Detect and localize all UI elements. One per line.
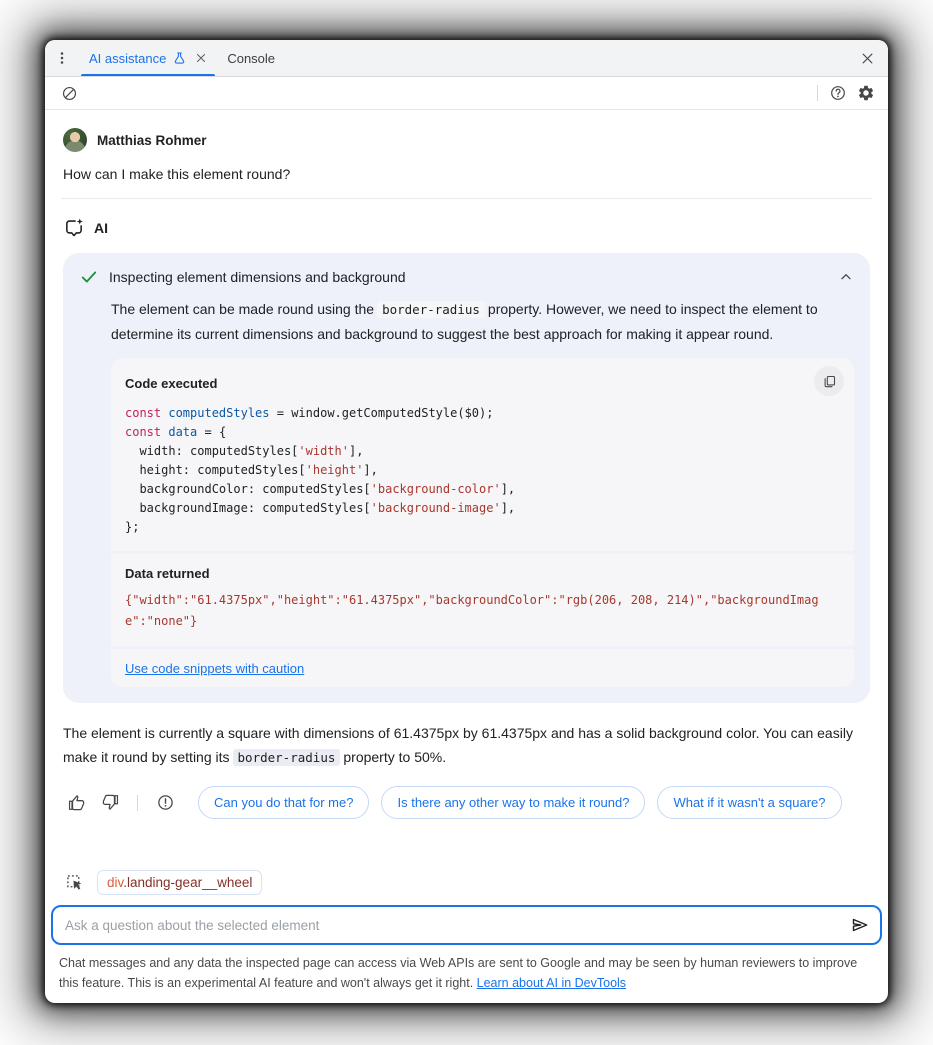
toolbar xyxy=(45,77,888,110)
user-name: Matthias Rohmer xyxy=(97,132,207,148)
thumbs-up-button[interactable] xyxy=(63,790,89,816)
inspect-element-button[interactable] xyxy=(63,871,87,895)
step-paragraph-pre: The element can be made round using the xyxy=(111,301,375,317)
kebab-menu-icon xyxy=(54,50,70,66)
chat-input[interactable] xyxy=(51,905,882,945)
help-icon xyxy=(829,84,847,102)
suggestion-chips xyxy=(198,786,842,819)
close-icon xyxy=(860,51,875,66)
selected-element-row xyxy=(51,864,882,905)
code-executed-title: Code executed xyxy=(125,375,218,391)
step-body xyxy=(79,297,854,687)
inspect-element-icon xyxy=(65,873,85,893)
chevron-up-icon xyxy=(838,269,854,285)
chat-input-row xyxy=(51,905,882,945)
ai-answer-post: property to 50%. xyxy=(343,749,447,765)
footer xyxy=(45,858,888,1003)
disclaimer xyxy=(51,945,882,999)
send-button[interactable] xyxy=(844,909,876,941)
tab-close-button[interactable] xyxy=(195,52,207,64)
send-icon xyxy=(850,915,870,935)
message-divider xyxy=(61,198,872,199)
tab-ai-assistance-label: AI assistance xyxy=(89,50,167,66)
toolbar-divider xyxy=(817,85,818,101)
ai-message-header xyxy=(63,217,870,239)
code-executed-content: const computedStyles = window.getComputedStyle($0); const data = { width: computedStyles['width'], height: computedStyles['height'], backgroundColor: computedStyles['background-color'], backgroundImage: computedStyles['background-image'], }; xyxy=(125,406,516,534)
suggestion-chip[interactable]: What if it wasn't a square? xyxy=(657,786,841,819)
tab-bar xyxy=(45,40,888,77)
report-icon xyxy=(156,793,175,812)
code-executed-header xyxy=(125,370,840,396)
code-stack xyxy=(111,358,854,687)
caution-strip xyxy=(111,649,854,687)
ai-label: AI xyxy=(94,220,108,236)
tab-ai-assistance[interactable] xyxy=(79,40,217,76)
devtools-ai-panel xyxy=(45,40,888,1003)
selected-element-chip[interactable] xyxy=(97,870,262,895)
settings-button[interactable] xyxy=(852,80,880,106)
thumbs-up-icon xyxy=(67,793,86,812)
selected-element-class: .landing-gear__wheel xyxy=(123,875,253,891)
close-icon xyxy=(195,52,207,64)
thumbs-down-icon xyxy=(101,793,120,812)
step-header[interactable] xyxy=(79,267,854,287)
ai-answer xyxy=(63,721,870,770)
data-returned-title: Data returned xyxy=(125,566,210,581)
clear-chat-button[interactable] xyxy=(55,80,83,106)
inline-code-chip: border-radius xyxy=(233,749,341,766)
block-icon xyxy=(61,85,78,102)
data-returned-block xyxy=(111,554,854,646)
caution-link[interactable]: Use code snippets with caution xyxy=(125,661,305,676)
thumbs-down-button[interactable] xyxy=(97,790,123,816)
user-avatar xyxy=(63,128,87,152)
chat-area xyxy=(45,110,888,858)
rating-row xyxy=(63,786,888,819)
suggestion-chip[interactable]: Is there any other way to make it round? xyxy=(381,786,645,819)
learn-about-ai-link[interactable]: Learn about AI in DevTools xyxy=(476,975,627,990)
disclaimer-text: Chat messages and any data the inspected page can access via Web APIs are sent to Google and may be seen by human reviewers to improve this feature. This is an experimental AI feature and won't always get it right. xyxy=(59,956,858,990)
help-button[interactable] xyxy=(824,80,852,106)
inline-code-chip: border-radius xyxy=(377,301,485,318)
report-button[interactable] xyxy=(152,790,178,816)
selected-element-tag: div xyxy=(107,875,124,891)
tabbar-spacer xyxy=(285,40,846,76)
code-executed-block xyxy=(111,358,854,551)
suggestion-chip[interactable]: Can you do that for me? xyxy=(198,786,369,819)
step-title: Inspecting element dimensions and background xyxy=(109,269,406,285)
panel-close-button[interactable] xyxy=(846,40,888,76)
user-question: How can I make this element round? xyxy=(63,166,291,182)
copy-code-button[interactable] xyxy=(814,366,844,396)
user-message-header xyxy=(63,128,870,152)
experiment-flask-icon xyxy=(172,51,187,66)
ai-answer-pre: The element is currently a square with dimensions of 61.4375px by 61.4375px and has a solid background color. You can easily make it round by setting its xyxy=(63,725,853,765)
rating-divider xyxy=(137,795,138,811)
tab-console[interactable] xyxy=(217,40,285,76)
ai-response-card xyxy=(63,253,870,703)
gear-icon xyxy=(857,84,875,102)
ai-assistant-icon xyxy=(63,217,85,239)
more-tools-menu-button[interactable] xyxy=(45,40,79,76)
checkmark-icon xyxy=(79,267,99,287)
copy-icon xyxy=(822,374,837,389)
step-paragraph xyxy=(111,297,854,346)
step-paragraph-post: property. However, we need to inspect the element to determine its current dimensions and background to suggest the best approach for making it appear round. xyxy=(111,301,818,342)
tab-console-label: Console xyxy=(227,50,276,66)
data-returned-content: {"width":"61.4375px","height":"61.4375px","backgroundColor":"rgb(206, 208, 214)","backgroundImage":"none"} xyxy=(125,593,819,628)
